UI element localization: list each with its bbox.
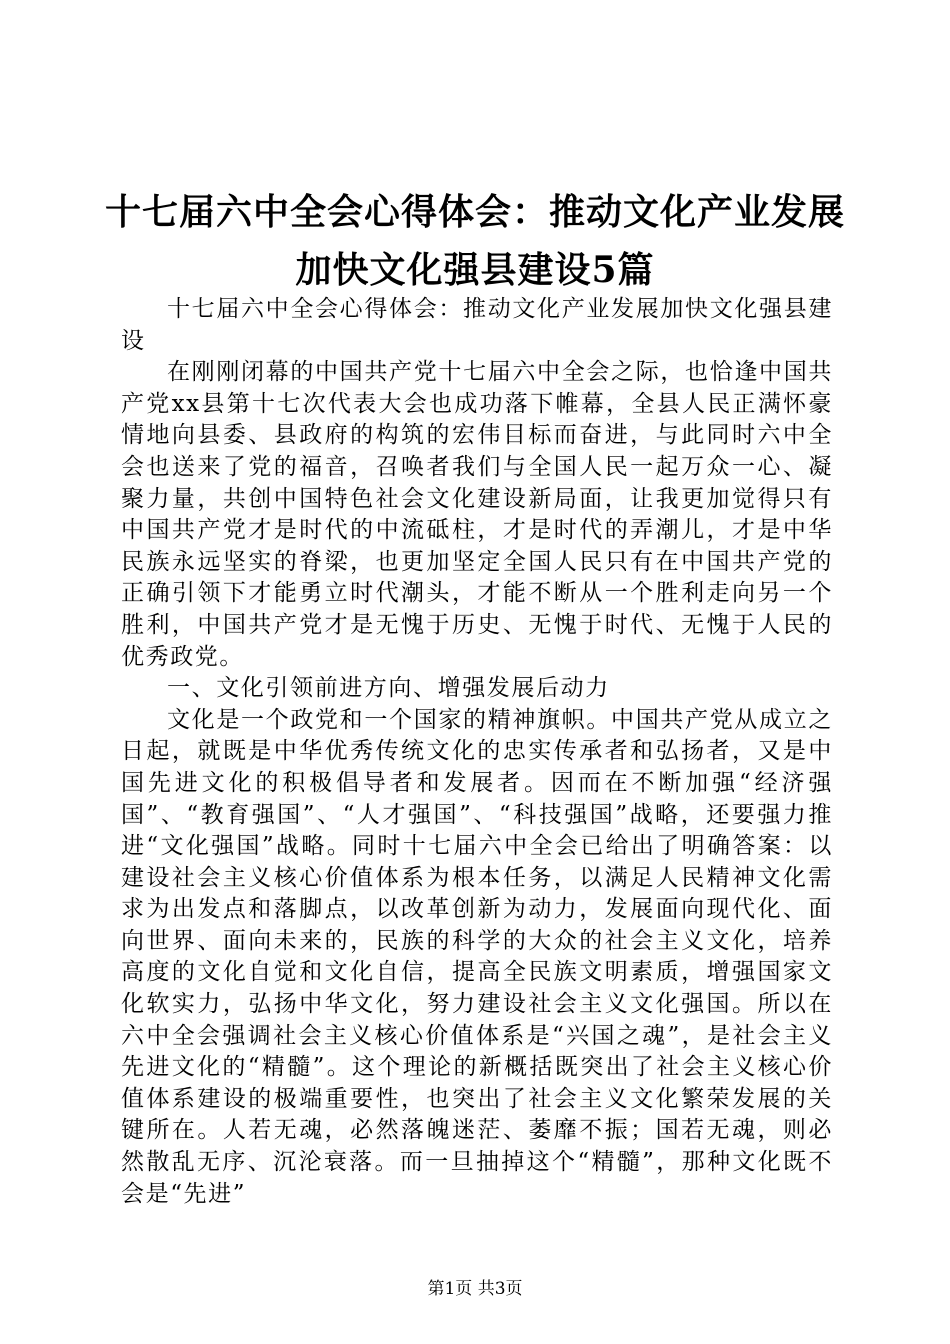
document-title-line-1: 十七届六中全会心得体会：推动文化产业发展 [104, 191, 845, 233]
document-body [121, 294, 833, 1210]
document-title-line-2: 加快文化强县建设5篇 [295, 249, 655, 291]
page-number-footer: 第1页 共3页 [427, 1279, 523, 1299]
paragraph-section-1: 文化是一个政党和一个国家的精神旗帜。中国共产党从成立之日起，就既是中华优秀传统文化的忠实传承者和弘扬者，又是中国先进文化的积极倡导者和发展者。因而在不断加强“经济强国”、“教育强国”、“人才强国”、“科技强国”战略，还要强力推进“文化强国”战略。同时十七届六中全会已给出了明确答案：以建设社会主义核心价值体系为根本任务，以满足人民精神文化需求为出发点和落脚点，以改革创新为动力，发展面向现代化、面向世界、面向未来的，民族的科学的大众的社会主义文化，培养高度的文化自觉和文化自信，提高全民族文明素质，增强国家文化软实力，弘扬中华文化，努力建设社会主义文化强国。所以在六中全会强调社会主义核心价值体系是“兴国之魂”，是社会主义先进文化的“精髓”。这个理论的新概括既突出了社会主义核心价值体系建设的极端重要性，也突出了社会主义文化繁荣发展的关键所在。人若无魂，必然落魄迷茫、萎靡不振；国若无魂，则必然散乱无序、沉沦衰落。而一旦抽掉这个“精髓”，那种文化既不会是“先进” [121, 706, 833, 1207]
section-heading-1: 一、文化引领前进方向、增强发展后动力 [167, 675, 610, 702]
paragraph-intro: 在刚刚闭幕的中国共产党十七届六中全会之际，也恰逢中国共产党xx县第十七次代表大会也成功落下帷幕，全县人民正满怀豪情地向县委、县政府的构筑的宏伟目标而奋进，与此同时六中全会也送来了党的福音，召唤者我们与全国人民一起万众一心、凝聚力量，共创中国特色社会文化建设新局面，让我更加觉得只有中国共产党才是时代的中流砥柱，才是时代的弄潮儿，才是中华民族永远坚实的脊梁，也更加坚定全国人民只有在中国共产党的正确引领下才能勇立时代潮头，才能不断从一个胜利走向另一个胜利，中国共产党才是无愧于历史、无愧于时代、无愧于人民的优秀政党。 [121, 359, 833, 670]
paragraph-subtitle: 十七届六中全会心得体会：推动文化产业发展加快文化强县建设 [121, 296, 833, 354]
